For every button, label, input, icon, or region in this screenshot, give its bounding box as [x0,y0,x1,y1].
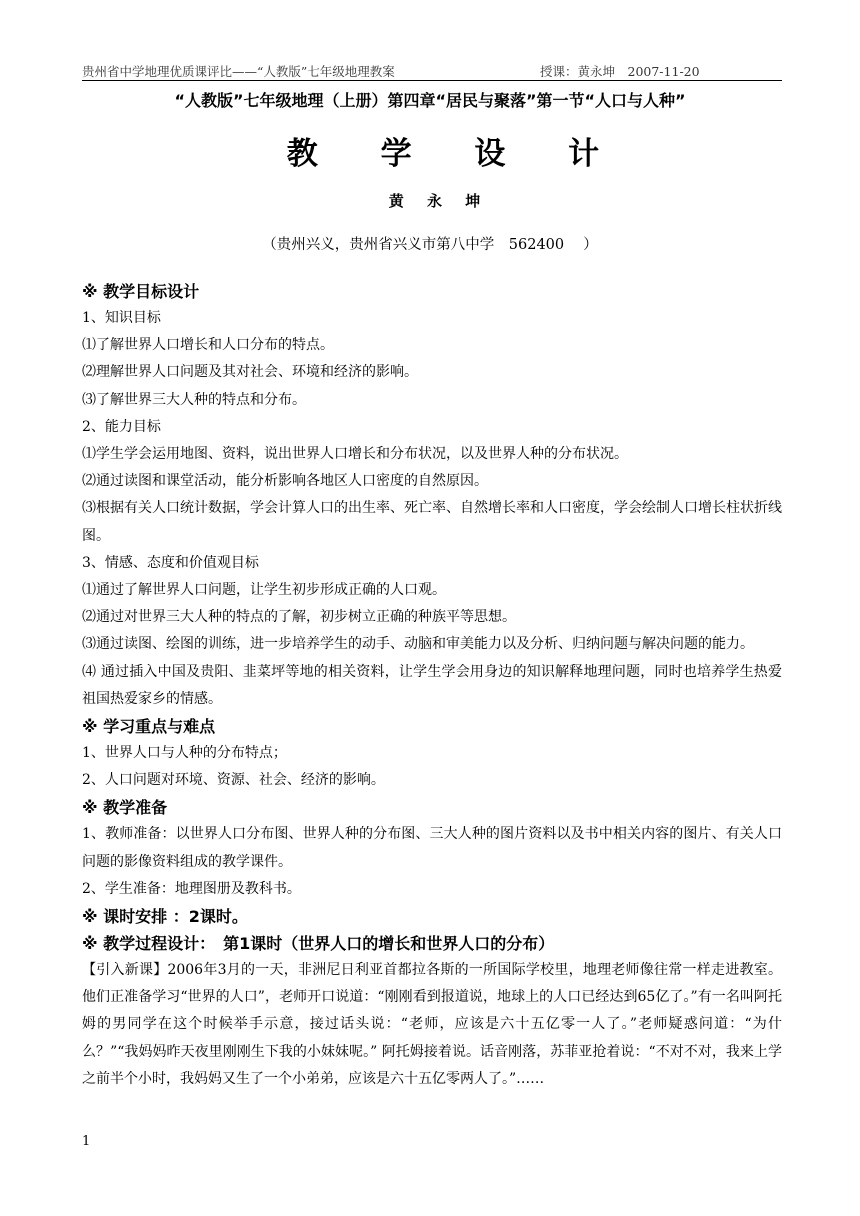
paragraph: ⑶了解世界三大人种的特点和分布。 [82,391,306,408]
section-heading: ※ 课时安排 ：2课时。 [82,907,248,927]
header-rule [82,80,782,81]
paragraph: 2、学生准备：地理图册及教科书。 [82,880,301,897]
paragraph: 【引入新课】2006年3月的一天，非洲尼日利亚首都拉各斯的一所国际学校里，地理老师像往常一样走进教室。他们正准备学习“世界的人口”，老师开口说道：“刚刚看到报道说，地球上的人口已经达到65亿了。”有一名叫阿托姆的男同学在这个时候举手示意，接过话头说：“老师，应该是六十五亿零一人了。”老师疑惑问道：“为什么？”“我妈妈昨天夜里刚刚生下我的小妹妹呢。” 阿托姆接着说。话音刚落，苏菲亚抢着说：“不对不对，我来上学之前半个小时，我妈妈又生了一个小弟弟，应该是六十五亿零两人了。”…… [82,962,782,1087]
paragraph: ⑶通过读图、绘图的训练，进一步培养学生的动手、动脑和审美能力以及分析、归纳问题与解决问题的能力。 [82,636,754,653]
paragraph: ⑴通过了解世界人口问题，让学生初步形成正确的人口观。 [82,582,446,599]
paragraph: ⑵理解世界人口问题及其对社会、环境和经济的影响。 [82,364,418,381]
paragraph: 1、教师准备：以世界人口分布图、世界人种的分布图、三大人种的图片资料以及书中相关内容的图片、有关人口问题的影像资料组成的教学课件。 [82,826,782,870]
paragraph: 3、情感、态度和价值观目标 [82,554,259,571]
running-header [82,62,782,80]
paragraph: ⑶根据有关人口统计数据，学会计算人口的出生率、死亡率、自然增长率和人口密度，学会绘制人口增长柱状折线图。 [82,500,782,544]
page-number: 1 [82,1134,91,1149]
section-heading: ※ 教学目标设计 [82,282,200,301]
header-right: 授课：黄永坤 2007-11-20 [540,64,700,79]
paragraph: 1、知识目标 [82,310,161,326]
paragraph: ⑵通过读图和课堂活动，能分析影响各地区人口密度的自然原因。 [82,473,488,490]
paragraph: ⑴了解世界人口增长和人口分布的特点。 [82,337,334,354]
paragraph: 2、人口问题对环境、资源、社会、经济的影响。 [82,772,385,789]
paragraph: 2、能力目标 [82,418,161,435]
paragraph: ⑴学生学会运用地图、资料，说出世界人口增长和分布状况，以及世界人种的分布状况。 [82,446,628,463]
paragraph: 1、世界人口与人种的分布特点； [82,745,287,762]
header-left: 贵州省中学地理优质课评比——“人教版”七年级地理教案 [82,64,395,79]
document-subtitle: “人教版”七年级地理（上册）第四章“居民与聚落”第一节“人口与人种” [174,91,686,110]
author-affiliation: （贵州兴义，贵州省兴义市第八中学 562400 ） [262,237,598,253]
paragraph: ⑵通过对世界三大人种的特点的了解，初步树立正确的种族平等思想。 [82,609,516,626]
author-name: 黄 永 坤 [388,192,490,210]
document-body [82,278,782,1093]
section-heading: ※ 学习重点与难点 [82,717,216,737]
paragraph: ⑷ 通过插入中国及贵阳、韭菜坪等地的相关资料，让学生学会用身边的知识解释地理问题，同时也培养学生热爱祖国热爱家乡的情感。 [82,663,782,707]
section-heading: ※ 教学准备 [82,798,168,818]
document-title: 教 学 设 计 [286,136,626,172]
section-heading: ※ 教学过程设计： 第1课时（世界人口的增长和世界人口的分布） [82,934,555,954]
